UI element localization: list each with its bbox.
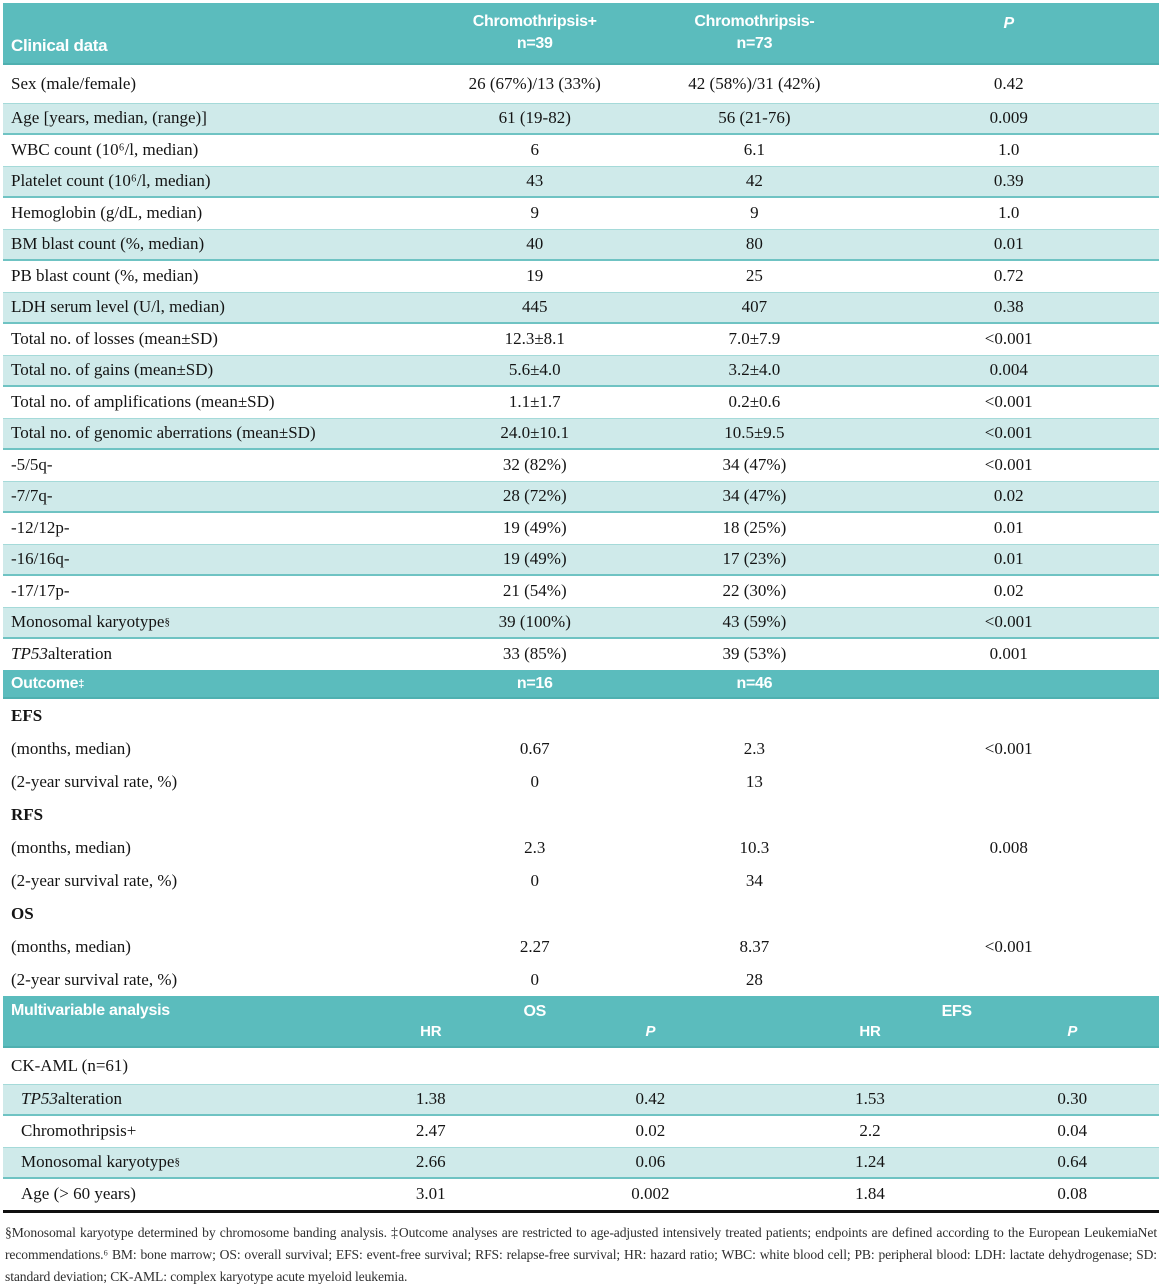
value-cell: 42 [745, 171, 763, 191]
value-cell: 10.5±9.5 [724, 423, 785, 443]
value-cell: 1.0 [998, 140, 1020, 160]
row-label: (2-year survival rate, %) [11, 870, 178, 890]
table-row [3, 166, 1159, 198]
value-cell: 13 [745, 771, 763, 791]
value-cell: 43 [526, 171, 544, 191]
row-label: Platelet count (10⁶/l, median) [11, 171, 211, 191]
value-cell: 80 [745, 234, 763, 254]
value-cell: 39 (100%) [498, 612, 571, 632]
value-cell: <0.001 [984, 329, 1033, 349]
row-label: WBC count (10⁶/l, median) [11, 140, 199, 160]
value-cell: 5.6±4.0 [508, 360, 561, 380]
table-row [3, 607, 1159, 639]
table-row [3, 831, 1159, 864]
value-cell [419, 699, 650, 732]
row-label: Chromothripsis+ [21, 1121, 137, 1141]
outcome-n-chromothripsis-minus: n=46 [736, 674, 773, 692]
value-cell: 42 (58%)/31 (42%) [688, 74, 821, 93]
row-label: Total no. of losses (mean±SD) [11, 329, 218, 349]
value-cell: 1.84 [855, 1184, 885, 1204]
value-cell: 445 [522, 297, 548, 317]
group-header-efs: EFS [941, 1003, 972, 1021]
outcome-band-spacer [858, 670, 1159, 697]
value-cell: 10.3 [739, 837, 770, 857]
value-cell: 0.01 [993, 518, 1024, 538]
value-cell: <0.001 [984, 738, 1033, 758]
value-cell [858, 798, 1159, 831]
value-cell: 0.008 [989, 837, 1028, 857]
value-cell: 0.30 [1057, 1089, 1088, 1109]
subheader-p-efs: P [1067, 1023, 1078, 1041]
table-row [3, 261, 1159, 293]
value-cell: 0.42 [635, 1089, 666, 1109]
table-row [3, 355, 1159, 387]
value-cell: <0.001 [984, 423, 1033, 443]
value-cell: 34 (47%) [722, 455, 787, 475]
value-cell: 6.1 [743, 140, 765, 160]
value-cell: 9 [750, 203, 759, 223]
table-row [3, 513, 1159, 545]
column-header-chromothripsis-plus [419, 3, 650, 63]
clinical-rows-section [3, 65, 1159, 670]
value-cell: 2.3 [524, 837, 546, 857]
value-cell: 0.02 [993, 581, 1024, 601]
table-row [3, 1048, 1159, 1084]
table-row [3, 450, 1159, 482]
value-cell: 9 [530, 203, 539, 223]
column-header-line2: n=39 [516, 35, 553, 52]
footnote: §Monosomal karyotype determined by chromosome banding analysis. ‡Outcome analyses are restricted to age-adjusted intensively treated patients; endpoints are defined according to the European LeukemiaNet recommendations.⁶ BM: bone marrow; OS: overall survival; EFS: event-free survival; RFS: relapse-free survival; HR: hazard ratio; WBC: white blood cell; PB: peripheral blood: LDH: lactate dehydrogenase; SD: standard deviation; CK-AML: complex karyotype acute myeloid leukemia. [5, 1225, 1157, 1284]
row-label: Total no. of gains (mean±SD) [11, 360, 214, 380]
row-label: (months, median) [11, 837, 131, 857]
table-row [3, 897, 1159, 930]
column-header-line1: Chromothripsis+ [472, 13, 597, 31]
clinical-header-label: Clinical data [11, 36, 108, 55]
value-cell: 33 (85%) [502, 644, 567, 664]
row-label: Total no. of amplifications (mean±SD) [11, 392, 275, 412]
value-cell: 0.02 [993, 486, 1024, 506]
multivariable-header-band [3, 996, 1159, 1048]
value-cell [419, 897, 650, 930]
value-cell: 0.004 [989, 360, 1028, 380]
value-cell: 1.1±1.7 [508, 392, 561, 412]
value-cell: 21 (54%) [502, 581, 567, 601]
value-cell: 0.02 [635, 1121, 666, 1141]
row-label: (months, median) [11, 738, 131, 758]
value-cell: 6 [530, 140, 539, 160]
row-label: -17/17p- [11, 581, 70, 601]
value-cell: <0.001 [984, 455, 1033, 475]
value-cell: <0.001 [984, 612, 1033, 632]
value-cell: 28 [745, 969, 763, 989]
value-cell: 40 [526, 234, 544, 254]
value-cell: 18 (25%) [722, 518, 787, 538]
value-cell: 1.53 [855, 1089, 885, 1109]
table-row [3, 135, 1159, 167]
row-label: Age [years, median, (range)] [11, 108, 207, 128]
value-cell: 0 [530, 969, 539, 989]
value-cell: 32 (82%) [502, 455, 567, 475]
value-cell: 19 [526, 266, 544, 286]
multivariable-header-row2 [3, 1022, 1159, 1046]
table-row [3, 1147, 1159, 1179]
row-label: Hemoglobin (g/dL, median) [11, 203, 203, 223]
table-row [3, 387, 1159, 419]
outcome-n-chromothripsis-plus: n=16 [516, 674, 553, 692]
row-label: PB blast count (%, median) [11, 266, 199, 286]
value-cell: 0.01 [993, 549, 1024, 569]
row-label: LDH serum level (U/l, median) [11, 297, 225, 317]
value-cell: 0.08 [1057, 1184, 1088, 1204]
table-row [3, 418, 1159, 450]
value-cell: 0.01 [993, 234, 1024, 254]
table-row [3, 765, 1159, 798]
row-label: -16/16q- [11, 549, 70, 569]
value-cell: 0.2±0.6 [728, 392, 781, 412]
group-header-os: OS [523, 1003, 546, 1021]
table-row [3, 1116, 1159, 1148]
subheader-p-os: P [645, 1023, 656, 1041]
row-label: Total no. of genomic aberrations (mean±SD) [11, 423, 316, 443]
row-label: TP53 alteration [11, 644, 113, 664]
table-row [3, 103, 1159, 135]
value-cell: 1.0 [998, 203, 1020, 223]
table-row [3, 930, 1159, 963]
value-cell: 0.002 [631, 1184, 670, 1204]
value-cell: 0.72 [993, 266, 1024, 286]
outcome-band-text: Outcome [11, 674, 79, 692]
value-cell [858, 699, 1159, 732]
column-header-line1: Chromothripsis- [694, 13, 815, 31]
column-header-p-value: P [1003, 15, 1014, 32]
value-cell: 0.06 [635, 1152, 666, 1172]
value-cell: 1.38 [415, 1089, 446, 1109]
value-cell: 0.67 [519, 738, 550, 758]
table-row [3, 798, 1159, 831]
table-row [3, 229, 1159, 261]
row-label: Age (> 60 years) [21, 1184, 136, 1204]
value-cell: 0.39 [993, 171, 1024, 191]
value-cell [650, 897, 858, 930]
table-row [3, 639, 1159, 671]
value-cell: 43 (59%) [722, 612, 787, 632]
outcome-rows-section [3, 699, 1159, 996]
multivariable-header-row1 [3, 996, 1159, 1022]
table-row [3, 1084, 1159, 1116]
value-cell: 19 (49%) [502, 549, 567, 569]
value-cell: 7.0±7.9 [728, 329, 781, 349]
value-cell: 12.3±8.1 [504, 329, 565, 349]
value-cell: 2.2 [859, 1121, 881, 1141]
value-cell: 34 (47%) [722, 486, 787, 506]
value-cell: 2.27 [519, 936, 550, 956]
table-row [3, 732, 1159, 765]
subheader-hr-os: HR [420, 1023, 442, 1041]
row-label: (2-year survival rate, %) [11, 969, 178, 989]
table-row [3, 576, 1159, 608]
value-cell [858, 864, 1159, 897]
value-cell [419, 798, 650, 831]
value-cell: 39 (53%) [722, 644, 787, 664]
subheader-spacer [3, 1022, 315, 1046]
value-cell: 34 [745, 870, 763, 890]
value-cell: 0.001 [989, 644, 1028, 664]
value-cell: 407 [741, 297, 768, 317]
row-label: EFS [11, 705, 43, 725]
value-cell [650, 798, 858, 831]
value-cell: 0.42 [993, 74, 1024, 93]
value-cell: 19 (49%) [502, 518, 567, 538]
subheader-hr-efs: HR [859, 1023, 881, 1041]
row-label: Monosomal karyotype § [11, 612, 170, 632]
value-cell: <0.001 [984, 392, 1033, 412]
row-label: (months, median) [11, 936, 131, 956]
value-cell: 25 [745, 266, 763, 286]
value-cell: 0.04 [1057, 1121, 1088, 1141]
row-label: Sex (male/female) [11, 74, 137, 93]
table-row [3, 324, 1159, 356]
value-cell: 2.3 [743, 738, 765, 758]
table-row [3, 699, 1159, 732]
value-cell: 0.64 [1057, 1152, 1088, 1172]
table-row [3, 481, 1159, 513]
value-cell: 28 (72%) [502, 486, 567, 506]
value-cell: 17 (23%) [722, 549, 787, 569]
outcome-band [3, 670, 1159, 699]
value-cell: 8.37 [739, 936, 770, 956]
column-header-line2: n=73 [736, 35, 773, 52]
value-cell: 26 (67%)/13 (33%) [468, 74, 601, 93]
value-cell: 61 (19-82) [498, 108, 571, 128]
table-row [3, 65, 1159, 103]
row-label: TP53 alteration [21, 1089, 123, 1109]
table-row [3, 1179, 1159, 1211]
multivariable-title: Multivariable analysis [11, 1002, 170, 1019]
value-cell: 0 [530, 870, 539, 890]
multivariable-rows-section [3, 1048, 1159, 1213]
value-cell: 22 (30%) [722, 581, 787, 601]
value-cell [858, 897, 1159, 930]
value-cell: 2.66 [415, 1152, 446, 1172]
table-row [3, 544, 1159, 576]
value-cell [858, 765, 1159, 798]
value-cell: 3.01 [415, 1184, 446, 1204]
row-label: RFS [11, 804, 44, 824]
value-cell: 0.38 [993, 297, 1024, 317]
clinical-header-band [3, 3, 1159, 65]
value-cell: 3.2±4.0 [728, 360, 781, 380]
table-row [3, 864, 1159, 897]
value-cell [650, 699, 858, 732]
value-cell: 0.009 [989, 108, 1028, 128]
row-label: -12/12p- [11, 518, 70, 538]
table-row [3, 963, 1159, 996]
outcome-band-label: Outcome ‡ [11, 674, 85, 692]
value-cell: 1.24 [855, 1152, 885, 1172]
row-label: CK-AML (n=61) [11, 1056, 129, 1075]
row-label: OS [11, 903, 34, 923]
table-row [3, 292, 1159, 324]
row-label: BM blast count (%, median) [11, 234, 205, 254]
value-cell: <0.001 [984, 936, 1033, 956]
table-row [3, 198, 1159, 230]
row-label: -5/5q- [11, 455, 53, 475]
value-cell: 56 (21-76) [718, 108, 791, 128]
row-label: -7/7q- [11, 486, 53, 506]
value-cell: 2.47 [415, 1121, 446, 1141]
value-cell: 0 [530, 771, 539, 791]
row-label: Monosomal karyotype § [21, 1152, 180, 1172]
value-cell: 24.0±10.1 [500, 423, 570, 443]
column-header-chromothripsis-minus [650, 3, 858, 63]
row-label: (2-year survival rate, %) [11, 771, 178, 791]
value-cell [858, 963, 1159, 996]
